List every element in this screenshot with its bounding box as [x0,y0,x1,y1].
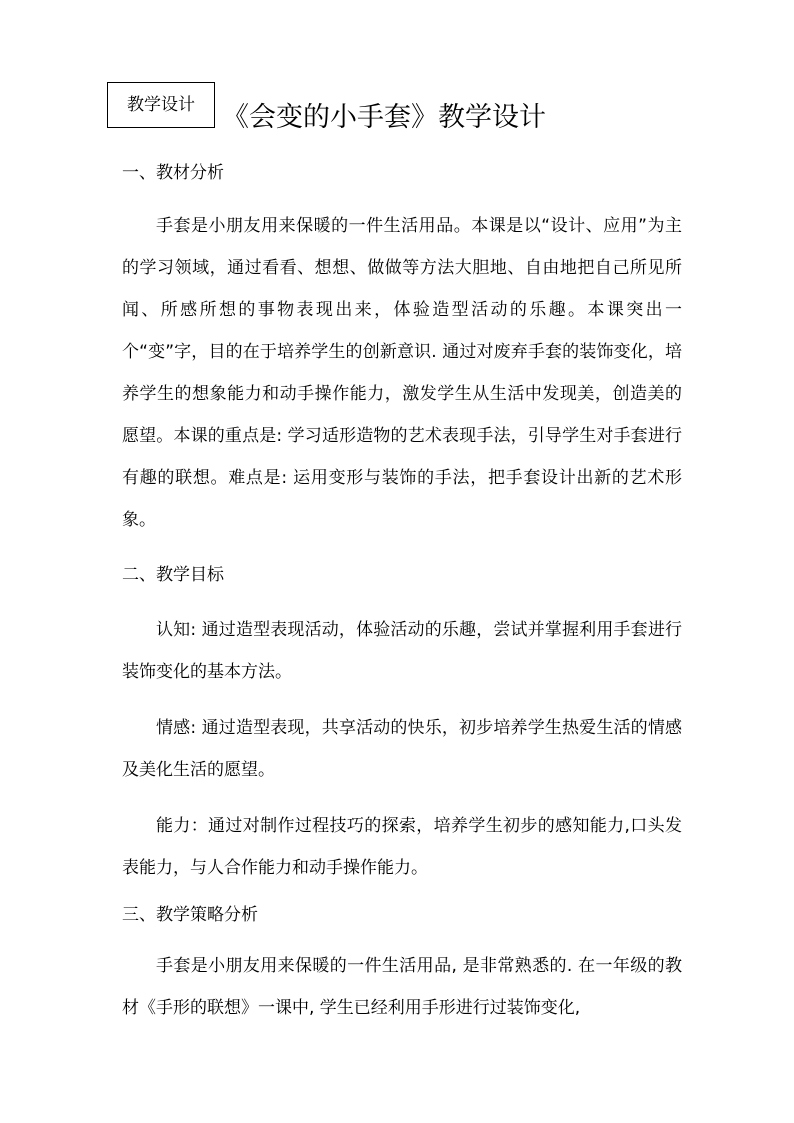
document-title: 《会变的小手套》教学设计 [222,102,546,133]
section-heading-teaching-strategy: 三、教学策略分析 [122,905,258,925]
paragraph-goal-cognition: 认知: 通过造型表现活动，体验活动的乐趣，尝试并掌握利用手套进行装饰变化的基本方法。 [122,620,682,682]
section-heading-teaching-goals: 二、教学目标 [122,565,224,585]
paragraph-goal-ability: 能力：通过对制作过程技巧的探索，培养学生初步的感知能力,口头发表能力，与人合作能力和动手操作能力。 [122,816,682,878]
paragraph-textbook-analysis: 手套是小朋友用来保暖的一件生活用品。本课是以“设计、应用”为主的学习领域，通过看看、想想、做做等方法大胆地、自由地把自己所见所闻、所感所想的事物表现出来，体验造型活动的乐趣。本课突出一个“变”字，目的在于培养学生的创新意识. 通过对废弃手套的装饰变化，培养学生的想象能力和动手操作能力，激发学生从生活中发现美，创造美的愿望。本课的重点是: 学习适形造物的艺术表现手法，引导学生对手套进行有趣的联想。难点是: 运用变形与装饰的手法，把手套设计出新的艺术形象。 [122,216,682,530]
document-type-label: 教学设计 [107,82,215,128]
paragraph-teaching-strategy: 手套是小朋友用来保暖的一件生活用品, 是非常熟悉的. 在一年级的教材《手形的联想》一课中, 学生已经利用手形进行过装饰变化, [122,956,682,1018]
section-heading-textbook-analysis: 一、教材分析 [122,163,224,183]
paragraph-goal-emotion: 情感: 通过造型表现，共享活动的快乐，初步培养学生热爱生活的情感及美化生活的愿望。 [122,718,682,780]
